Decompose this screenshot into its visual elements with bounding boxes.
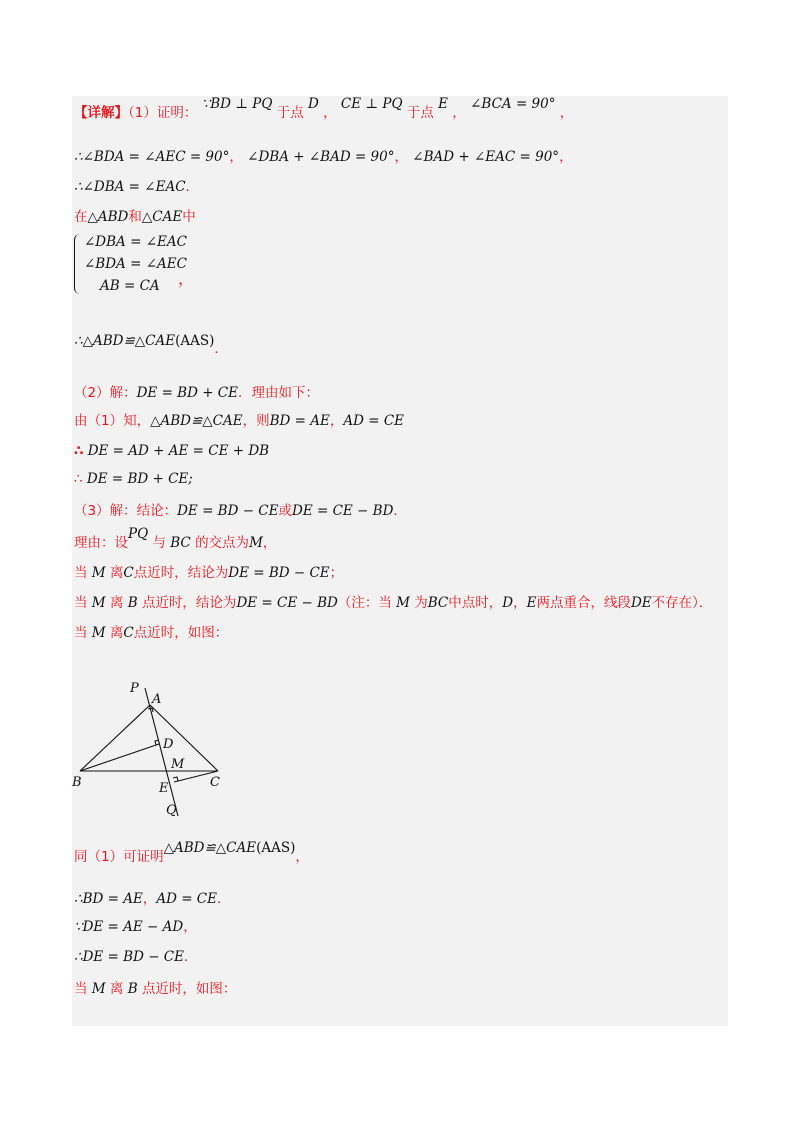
line-3: [74, 178, 199, 196]
math: M: [91, 595, 106, 611]
line-1: [74, 96, 574, 122]
line-7: [74, 412, 404, 430]
math: ∵DE = AE − AD: [74, 919, 184, 935]
label-A: A: [152, 692, 162, 707]
math: DE = CE − BD: [236, 595, 338, 611]
line-17: [74, 918, 197, 936]
text: ，: [323, 105, 337, 121]
text: ，: [229, 149, 243, 165]
math: AD = CE: [156, 891, 217, 907]
geometry-figure: [70, 678, 240, 822]
text: ，: [142, 891, 157, 907]
line-19: [74, 980, 236, 998]
label-Q: Q: [166, 803, 177, 818]
text: ．: [217, 891, 231, 907]
text: （注：当: [337, 595, 392, 611]
math: PQ: [128, 526, 149, 542]
text: ，: [183, 919, 197, 935]
math: ∠DBA + ∠BAD = 90°: [247, 149, 395, 165]
text: ；: [329, 565, 344, 581]
line-18: [74, 948, 197, 966]
segment-BA: [80, 705, 150, 771]
math: CE ⊥ PQ: [340, 96, 403, 112]
math: DE = CE − BD: [292, 503, 394, 519]
math: DE = BD − CE: [228, 565, 330, 581]
text: 的交点为: [195, 535, 250, 551]
label-D: D: [163, 737, 174, 752]
text: ．: [214, 341, 228, 357]
text: ，: [394, 149, 408, 165]
text: ．: [185, 179, 200, 195]
math: DE: [630, 595, 652, 611]
label-E: E: [159, 781, 169, 796]
line-15: [74, 840, 309, 866]
math: ∴∠DBA = ∠EAC: [74, 179, 186, 195]
math: BC: [170, 535, 191, 551]
math: ∵BD ⊥ PQ: [201, 96, 273, 112]
text: ，: [452, 105, 466, 121]
text: 离: [109, 565, 124, 581]
math: ∴∠BDA = ∠AEC = 90°: [74, 149, 230, 165]
text: 当: [74, 595, 88, 611]
math: M: [396, 595, 410, 611]
text: 点近时，如图：: [133, 625, 229, 641]
line-5: [74, 332, 228, 357]
math: △ABD≌△CAE: [150, 413, 243, 429]
math: BD = AE: [269, 413, 330, 429]
text: ．理由如下：: [238, 385, 319, 401]
text: ，: [295, 849, 309, 865]
left-brace: [74, 234, 81, 294]
math: ∴△ABD≌△CAE: [74, 333, 176, 349]
line-11: [74, 526, 277, 552]
text: 不存在）．: [651, 595, 713, 611]
text: 为: [414, 595, 428, 611]
text: ．: [393, 503, 407, 519]
label-M: M: [171, 757, 185, 772]
math: DE = AD + AE = CE + DB: [87, 443, 270, 459]
math: B: [127, 981, 138, 997]
text: 点近时，结论为: [133, 565, 229, 581]
text: 在: [74, 209, 88, 225]
text: 理由：设: [74, 535, 128, 551]
math: ∠BAD + ∠EAC = 90°: [412, 149, 560, 165]
math: D: [308, 96, 319, 112]
line-14: [74, 624, 228, 642]
label-P: P: [130, 681, 139, 696]
text: 于点: [276, 105, 304, 121]
text: ，: [559, 105, 574, 121]
math: ∴DE = BD − CE: [74, 949, 184, 965]
text: ∴: [74, 443, 84, 459]
text: 点近时，如图：: [141, 981, 237, 997]
math: △CAE: [141, 209, 183, 225]
math: M: [91, 565, 106, 581]
text: ．: [183, 949, 198, 965]
line-4: [74, 208, 196, 226]
line-8: [74, 442, 269, 460]
text: ;: [188, 471, 193, 487]
math: AD = CE: [343, 413, 405, 429]
segment-BD: [80, 744, 159, 771]
triangle-diagram: [70, 678, 240, 818]
text: 或: [278, 503, 292, 519]
text: 当: [74, 625, 88, 641]
text: 于点: [406, 105, 434, 121]
text: ，: [559, 149, 573, 165]
text: 与: [152, 535, 166, 551]
text: 离: [109, 981, 124, 997]
line-12: [74, 564, 343, 582]
math: C: [123, 625, 134, 641]
math: ∴BD = AE: [74, 891, 143, 907]
text: ，: [329, 413, 344, 429]
right-angle-mark-E: [173, 777, 178, 781]
line-13: [74, 594, 712, 612]
text: 离: [109, 595, 124, 611]
math: DE = BD + CE: [136, 385, 238, 401]
text: ，: [513, 595, 527, 611]
part-label: （3）解：: [74, 503, 137, 519]
text: 点近时，结论为: [141, 595, 237, 611]
math: ∠BCA = 90°: [470, 96, 556, 112]
text: ，: [262, 535, 277, 551]
text: 同（1）可证明: [74, 849, 164, 865]
line-2: [74, 148, 573, 166]
text: ，则: [242, 413, 270, 429]
math: M: [91, 981, 106, 997]
text: 结论：: [136, 503, 178, 519]
line-6: [74, 384, 319, 402]
text: 离: [109, 625, 124, 641]
math: △ABD: [87, 209, 129, 225]
text: 中: [182, 209, 196, 225]
label-B: B: [72, 775, 82, 790]
text: 两点重合，线段: [536, 595, 631, 611]
math: M: [91, 625, 106, 641]
line-16: [74, 890, 231, 908]
detail-tag: 【详解】: [74, 105, 128, 121]
text: 由（1）知，: [74, 413, 151, 429]
system-row-3: AB = CA: [100, 278, 160, 294]
math: C: [123, 565, 134, 581]
system-comma: ，: [178, 269, 195, 288]
math: M: [249, 535, 263, 551]
math: DE = BD + CE: [86, 471, 189, 487]
math: E: [438, 96, 448, 112]
label-C: C: [210, 775, 220, 790]
math: BC: [427, 595, 449, 611]
text: 和: [128, 209, 142, 225]
reason-label: (AAS): [256, 840, 296, 856]
line-PQ: [145, 688, 178, 816]
math: △ABD≌△CAE: [163, 840, 257, 856]
math: D: [502, 595, 514, 611]
line-10: [74, 502, 407, 520]
math: B: [127, 595, 138, 611]
system-row-1: ∠DBA = ∠EAC: [84, 234, 187, 250]
math: DE = BD − CE: [177, 503, 279, 519]
reason-label: (AAS): [175, 333, 215, 349]
system-row-2: ∠BDA = ∠AEC: [84, 256, 187, 272]
text: 中点时，: [448, 595, 503, 611]
part-label: （2）解：: [74, 385, 137, 401]
part-label: （1）证明：: [128, 105, 198, 121]
text: ∴: [74, 471, 83, 487]
text: 当: [74, 981, 88, 997]
math: E: [526, 595, 537, 611]
line-9: [74, 470, 193, 488]
text: 当: [74, 565, 88, 581]
